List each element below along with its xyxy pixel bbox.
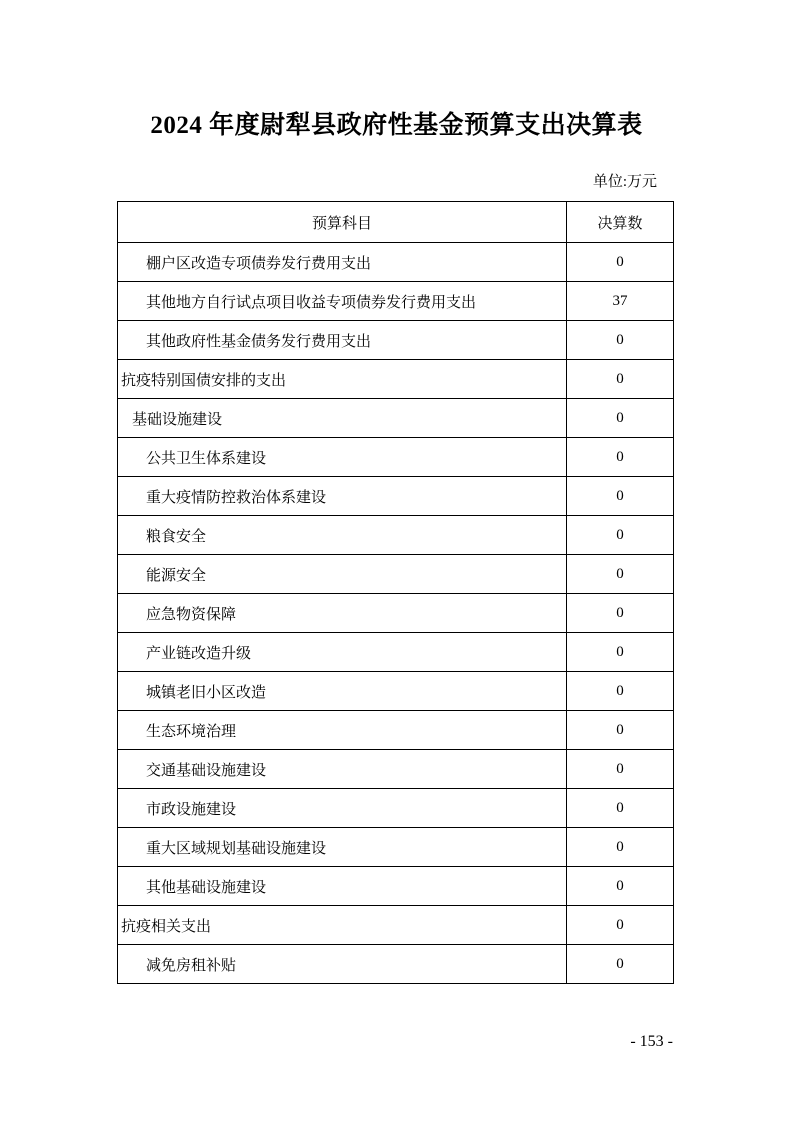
row-subject: 生态环境治理 [118,711,567,750]
row-amount: 0 [567,945,674,984]
row-subject: 产业链改造升级 [118,633,567,672]
table-row [118,945,674,984]
page-number: - 153 - [630,1033,673,1050]
row-subject: 基础设施建设 [118,399,567,438]
table-header-row [118,202,674,243]
row-subject: 市政设施建设 [118,789,567,828]
row-amount: 0 [567,750,674,789]
table-row [118,828,674,867]
row-amount: 0 [567,516,674,555]
table-row [118,321,674,360]
row-amount: 0 [567,672,674,711]
budget-table [117,201,674,984]
row-subject: 公共卫生体系建设 [118,438,567,477]
row-subject: 能源安全 [118,555,567,594]
row-subject: 城镇老旧小区改造 [118,672,567,711]
table-row [118,594,674,633]
row-subject: 抗疫相关支出 [118,906,567,945]
row-subject: 其他基础设施建设 [118,867,567,906]
row-amount: 0 [567,360,674,399]
header-subject: 预算科目 [118,202,567,243]
table-body [118,243,674,984]
row-amount: 0 [567,321,674,360]
table-row [118,243,674,282]
table-row [118,438,674,477]
row-amount: 0 [567,243,674,282]
page-title: 2024 年度尉犁县政府性基金预算支出决算表 [150,112,643,139]
row-amount: 0 [567,633,674,672]
row-amount: 0 [567,867,674,906]
row-subject: 其他地方自行试点项目收益专项债券发行费用支出 [118,282,567,321]
header-amount: 决算数 [567,202,674,243]
row-amount: 0 [567,828,674,867]
table-row [118,360,674,399]
row-subject: 棚户区改造专项债券发行费用支出 [118,243,567,282]
row-amount: 0 [567,438,674,477]
row-amount: 0 [567,711,674,750]
row-subject: 粮食安全 [118,516,567,555]
row-amount: 0 [567,399,674,438]
row-amount: 37 [567,282,674,321]
table-row [118,867,674,906]
row-amount: 0 [567,555,674,594]
table-row [118,711,674,750]
row-amount: 0 [567,789,674,828]
table-row [118,399,674,438]
row-subject: 应急物资保障 [118,594,567,633]
table-row [118,477,674,516]
row-amount: 0 [567,477,674,516]
row-subject: 抗疫特别国债安排的支出 [118,360,567,399]
table-row [118,555,674,594]
row-subject: 重大疫情防控救治体系建设 [118,477,567,516]
table-row [118,672,674,711]
row-subject: 其他政府性基金债务发行费用支出 [118,321,567,360]
table-row [118,633,674,672]
row-amount: 0 [567,906,674,945]
unit-label: 单位:万元 [592,174,657,190]
row-subject: 减免房租补贴 [118,945,567,984]
row-amount: 0 [567,594,674,633]
row-subject: 重大区域规划基础设施建设 [118,828,567,867]
table-row [118,282,674,321]
table-row [118,789,674,828]
table-row [118,516,674,555]
table-row [118,750,674,789]
table-row [118,906,674,945]
row-subject: 交通基础设施建设 [118,750,567,789]
